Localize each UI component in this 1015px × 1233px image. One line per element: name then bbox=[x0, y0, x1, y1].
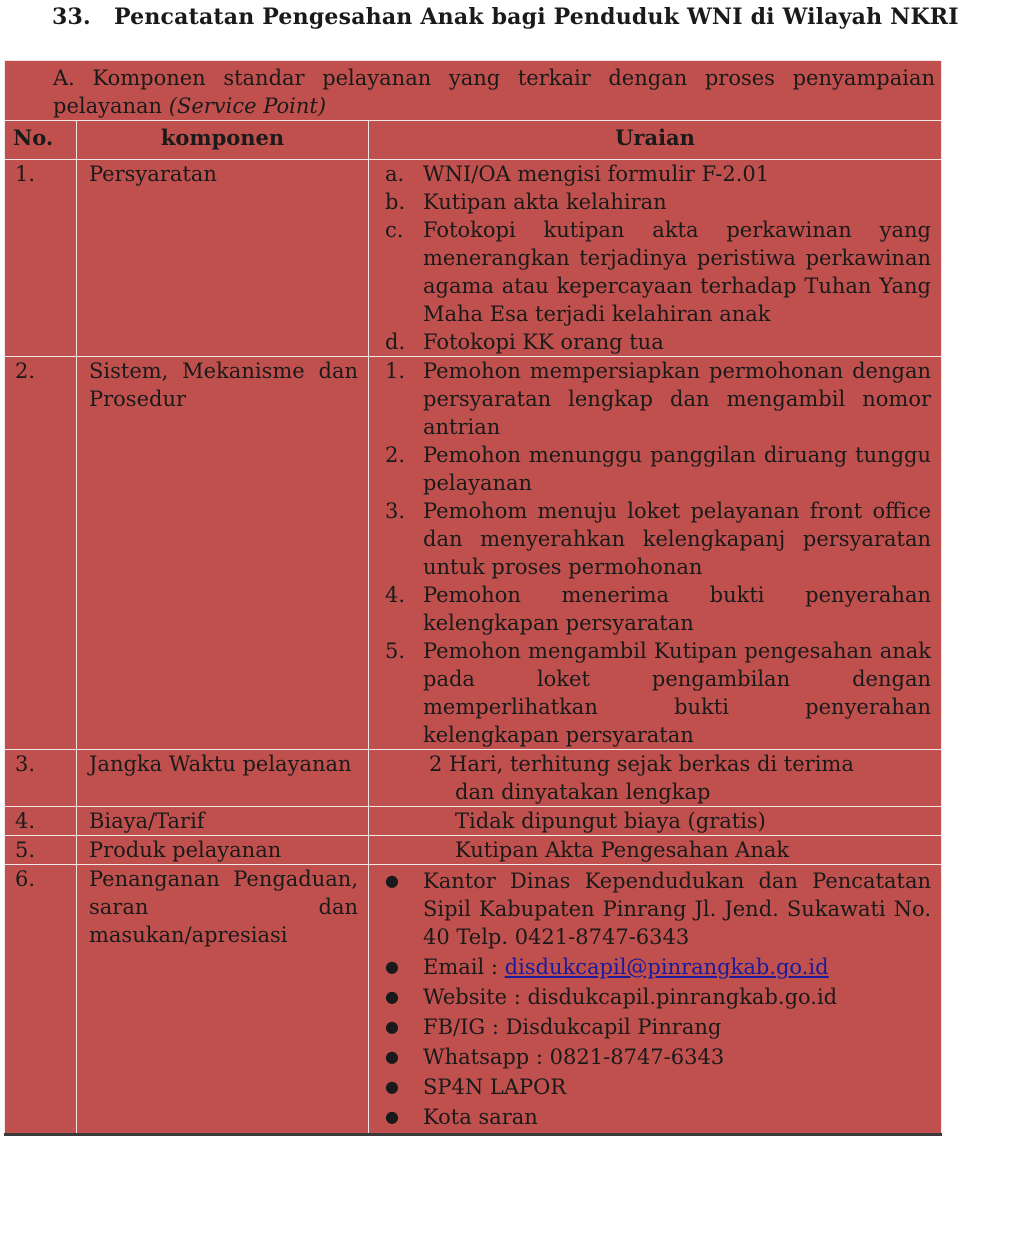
bullet-text: Kantor Dinas Kependudukan dan Pencatatan Sipil Kabupaten Pinrang Jl. Jend. Sukawati No. 40 Telp. 0421-8747-6343 bbox=[423, 869, 931, 949]
list-item bbox=[385, 581, 931, 637]
row-uraian bbox=[369, 807, 942, 836]
row-number: 3. bbox=[5, 750, 77, 807]
intro-italic: (Service Point) bbox=[168, 94, 327, 118]
uraian-line: Kutipan Akta Pengesahan Anak bbox=[455, 838, 790, 862]
table-row bbox=[5, 865, 942, 1135]
bullet-item bbox=[385, 867, 931, 951]
list-marker: d. bbox=[385, 330, 406, 354]
list-text: Kutipan akta kelahiran bbox=[423, 190, 667, 214]
table-row bbox=[5, 807, 942, 836]
intro-cell bbox=[5, 61, 942, 121]
bullet-icon: ● bbox=[385, 871, 399, 890]
bullet-text bbox=[423, 953, 931, 981]
row-komponen: Persyaratan bbox=[77, 160, 369, 357]
list-marker: 3. bbox=[385, 499, 406, 523]
list-marker: 2. bbox=[385, 443, 406, 467]
list-item bbox=[385, 216, 931, 328]
list-marker: 5. bbox=[385, 639, 406, 663]
email-label: Email : bbox=[423, 955, 505, 979]
row-uraian bbox=[369, 160, 942, 357]
bullet-icon: ● bbox=[385, 957, 399, 976]
bullet-item bbox=[385, 1043, 931, 1071]
bullet-item bbox=[385, 1073, 931, 1101]
header-uraian: Uraian bbox=[369, 121, 942, 160]
header-row bbox=[5, 121, 942, 160]
header-no: No. bbox=[5, 121, 77, 160]
list-item bbox=[385, 188, 931, 216]
table-row bbox=[5, 750, 942, 807]
uraian-line: dan dinyatakan lengkap bbox=[455, 780, 711, 804]
bullet-text: Website : disdukcapil.pinrangkab.go.id bbox=[423, 985, 838, 1009]
bullet-item bbox=[385, 983, 931, 1011]
section-title-text: Pencatatan Pengesahan Anak bagi Penduduk WNI di Wilayah NKRI bbox=[114, 4, 959, 30]
bullet-icon: ● bbox=[385, 1107, 399, 1126]
bullet-text: Kota saran bbox=[423, 1105, 538, 1129]
list-item bbox=[385, 160, 931, 188]
header-komponen: komponen bbox=[77, 121, 369, 160]
bullet-item bbox=[385, 953, 931, 981]
bullet-text: Whatsapp : 0821-8747-6343 bbox=[423, 1045, 725, 1069]
bullet-text: FB/IG : Disdukcapil Pinrang bbox=[423, 1015, 722, 1039]
list-marker: 4. bbox=[385, 583, 406, 607]
row-komponen: Biaya/Tarif bbox=[77, 807, 369, 836]
row-komponen: Penanganan Pengaduan, saran dan masukan/apresiasi bbox=[77, 865, 369, 1135]
row-number: 1. bbox=[5, 160, 77, 357]
list-text: Pemohon mengambil Kutipan pengesahan anak pada loket pengambilan dengan memperlihatkan bukti penyerahan kelengkapan persyaratan bbox=[423, 639, 931, 747]
bullet-icon: ● bbox=[385, 1077, 399, 1096]
row-number: 6. bbox=[5, 865, 77, 1135]
row-uraian bbox=[369, 865, 942, 1135]
email-link[interactable]: disdukcapil@pinrangkab.go.id bbox=[504, 955, 829, 979]
list-marker: c. bbox=[385, 218, 404, 242]
intro-row bbox=[5, 61, 942, 121]
bullet-icon: ● bbox=[385, 1017, 399, 1036]
row-uraian bbox=[369, 836, 942, 865]
list-marker: b. bbox=[385, 190, 406, 214]
list-text: Pemohon menerima bukti penyerahan kelengkapan persyaratan bbox=[423, 583, 931, 635]
section-title bbox=[52, 4, 959, 30]
row-komponen: Sistem, Mekanisme dan Prosedur bbox=[77, 357, 369, 750]
list-marker: 1. bbox=[385, 359, 406, 383]
list-item bbox=[385, 357, 931, 441]
row-number: 4. bbox=[5, 807, 77, 836]
list-text: Fotokopi kutipan akta perkawinan yang menerangkan terjadinya peristiwa perkawinan agama atau kepercayaan terhadap Tuhan Yang Maha Esa terjadi kelahiran anak bbox=[423, 218, 931, 326]
uraian-line: Tidak dipungut biaya (gratis) bbox=[455, 809, 766, 833]
row-komponen: Jangka Waktu pelayanan bbox=[77, 750, 369, 807]
row-number: 5. bbox=[5, 836, 77, 865]
row-uraian bbox=[369, 357, 942, 750]
list-marker: a. bbox=[385, 162, 405, 186]
table-row bbox=[5, 160, 942, 357]
list-text: Pemohom menuju loket pelayanan front office dan menyerahkan kelengkapanj persyaratan untuk proses permohonan bbox=[423, 499, 931, 579]
bullet-item bbox=[385, 1013, 931, 1041]
row-komponen: Produk pelayanan bbox=[77, 836, 369, 865]
row-number: 2. bbox=[5, 357, 77, 750]
list-text: WNI/OA mengisi formulir F-2.01 bbox=[423, 162, 770, 186]
list-text: Pemohon mempersiapkan permohonan dengan persyaratan lengkap dan mengambil nomor antrian bbox=[423, 359, 931, 439]
list-text: Pemohon menunggu panggilan diruang tunggu pelayanan bbox=[423, 443, 931, 495]
table-row bbox=[5, 836, 942, 865]
list-item bbox=[385, 328, 931, 356]
list-text: Fotokopi KK orang tua bbox=[423, 330, 664, 354]
table-row bbox=[5, 357, 942, 750]
bullet-item bbox=[385, 1103, 931, 1131]
list-item bbox=[385, 497, 931, 581]
bullet-icon: ● bbox=[385, 1047, 399, 1066]
intro-text: A. Komponen standar pelayanan yang terkair dengan proses penyampaian pelayanan bbox=[53, 66, 935, 118]
row-uraian bbox=[369, 750, 942, 807]
bullet-icon: ● bbox=[385, 987, 399, 1006]
uraian-line: 2 Hari, terhitung sejak berkas di terima bbox=[429, 752, 854, 776]
section-number: 33. bbox=[52, 4, 91, 30]
bullet-text: SP4N LAPOR bbox=[423, 1075, 567, 1099]
service-standard-table bbox=[4, 60, 942, 1136]
list-item bbox=[385, 637, 931, 749]
list-item bbox=[385, 441, 931, 497]
